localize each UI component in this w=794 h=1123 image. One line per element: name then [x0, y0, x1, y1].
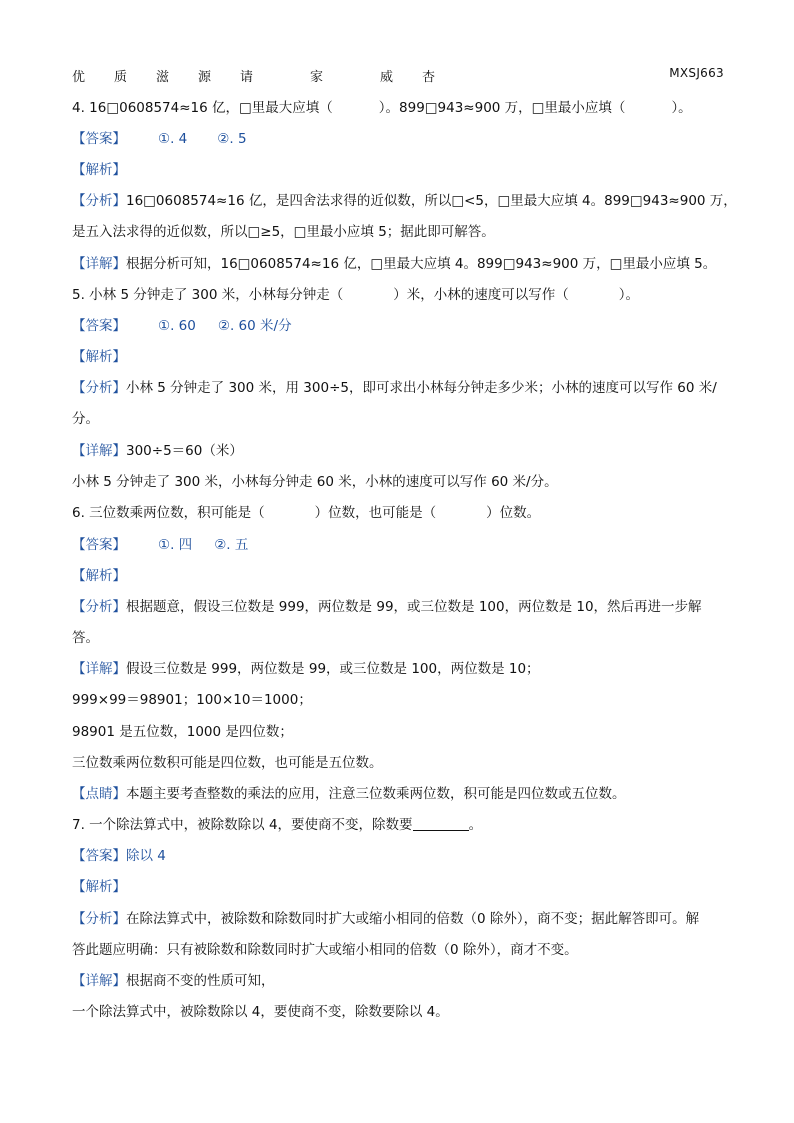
question-5: 5. 小林 5 分钟走了 300 米，小林每分钟走（ ）米，小林的速度可以写作（ ）。: [72, 287, 639, 303]
detail-6-line3: 98901 是五位数，1000 是四位数；: [72, 724, 293, 740]
question-6: 6. 三位数乘两位数，积可能是（ ）位数，也可能是（ ）位数。: [72, 505, 541, 521]
analysis-4: 【分析】16□0608574≈16 亿，是四舍法求得的近似数，所以□<5，□里最大应填 4。899□943≈900 万，: [72, 193, 737, 209]
header-char: 优: [72, 70, 86, 85]
header-char: 威: [380, 70, 394, 85]
answer-4: [72, 129, 732, 149]
question-7: 7. 一个除法算式中，被除数除以 4，要使商不变，除数要 。: [72, 817, 483, 833]
analysis-5-cont: 分。: [72, 411, 99, 427]
answer-6: [72, 535, 732, 555]
answer-item: 除以 4: [126, 848, 166, 864]
header-char: 源: [198, 70, 212, 85]
detail-5: 【详解】300÷5＝60（米）: [72, 443, 243, 459]
analysis-5: 【分析】小林 5 分钟走了 300 米，用 300÷5，即可求出小林每分钟走多少米；小林的速度可以写作 60 米/: [72, 380, 717, 396]
jiexi-heading: 【解析】: [72, 568, 126, 584]
header-char: 质: [114, 70, 128, 85]
answer-item: ②. 5: [217, 131, 247, 147]
answer-tag: 【答案】: [72, 131, 126, 147]
detail-5-cont: 小林 5 分钟走了 300 米，小林每分钟走 60 米，小林的速度可以写作 60 米/分。: [72, 474, 558, 490]
detail-6-line2: 999×99＝98901；100×10＝1000；: [72, 692, 312, 708]
detail-6-line4: 三位数乘两位数积可能是四位数，也可能是五位数。: [72, 755, 383, 771]
analysis-6: 【分析】根据题意，假设三位数是 999，两位数是 99，或三位数是 100，两位数是 10，然后再进一步解: [72, 599, 702, 615]
analysis-7-cont: 答此题应明确：只有被除数和除数同时扩大或缩小相同的倍数（0 除外），商才不变。: [72, 942, 578, 958]
jiexi-heading: 【解析】: [72, 162, 126, 178]
answer-item: ①. 4: [158, 131, 188, 147]
header-char: 滋: [156, 70, 170, 85]
analysis-4-cont: 是五入法求得的近似数，所以□≥5，□里最小应填 5；据此即可解答。: [72, 224, 495, 240]
jiexi-heading: 【解析】: [72, 879, 126, 895]
header-char: 请: [240, 70, 254, 85]
analysis-7: 【分析】在除法算式中，被除数和除数同时扩大或缩小相同的倍数（0 除外），商不变；据此解答即可。解: [72, 911, 700, 927]
analysis-6-cont: 答。: [72, 630, 99, 646]
answer-7: [72, 846, 732, 866]
question-4: 4. 16□0608574≈16 亿，□里最大应填（ ）。899□943≈900 万，□里最小应填（ ）。: [72, 100, 692, 116]
answer-item: ②. 60 米/分: [217, 318, 292, 334]
header-char: 家: [310, 70, 324, 85]
answer-5: [72, 316, 732, 336]
key-point-6: 【点睛】本题主要考查整数的乘法的应用，注意三位数乘两位数，积可能是四位数或五位数。: [72, 786, 626, 802]
detail-7-cont: 一个除法算式中，被除数除以 4，要使商不变，除数要除以 4。: [72, 1004, 449, 1020]
answer-tag: 【答案】: [72, 537, 126, 553]
detail-7: 【详解】根据商不变的性质可知，: [72, 973, 275, 989]
header-char: 杏: [422, 70, 436, 85]
detail-4: 【详解】根据分析可知，16□0608574≈16 亿，□里最大应填 4。899□943≈900 万，□里最小应填 5。: [72, 256, 717, 272]
answer-item: ①. 四: [158, 537, 193, 553]
answer-item: ①. 60: [158, 318, 196, 334]
answer-tag: 【答案】: [72, 848, 126, 864]
page-header: [72, 66, 724, 86]
jiexi-heading: 【解析】: [72, 349, 126, 365]
answer-item: ②. 五: [214, 537, 249, 553]
answer-tag: 【答案】: [72, 318, 126, 334]
answer-blank: [413, 816, 469, 831]
detail-6: 【详解】假设三位数是 999，两位数是 99，或三位数是 100，两位数是 10；: [72, 661, 540, 677]
document-code: MXSJ663: [669, 66, 724, 80]
